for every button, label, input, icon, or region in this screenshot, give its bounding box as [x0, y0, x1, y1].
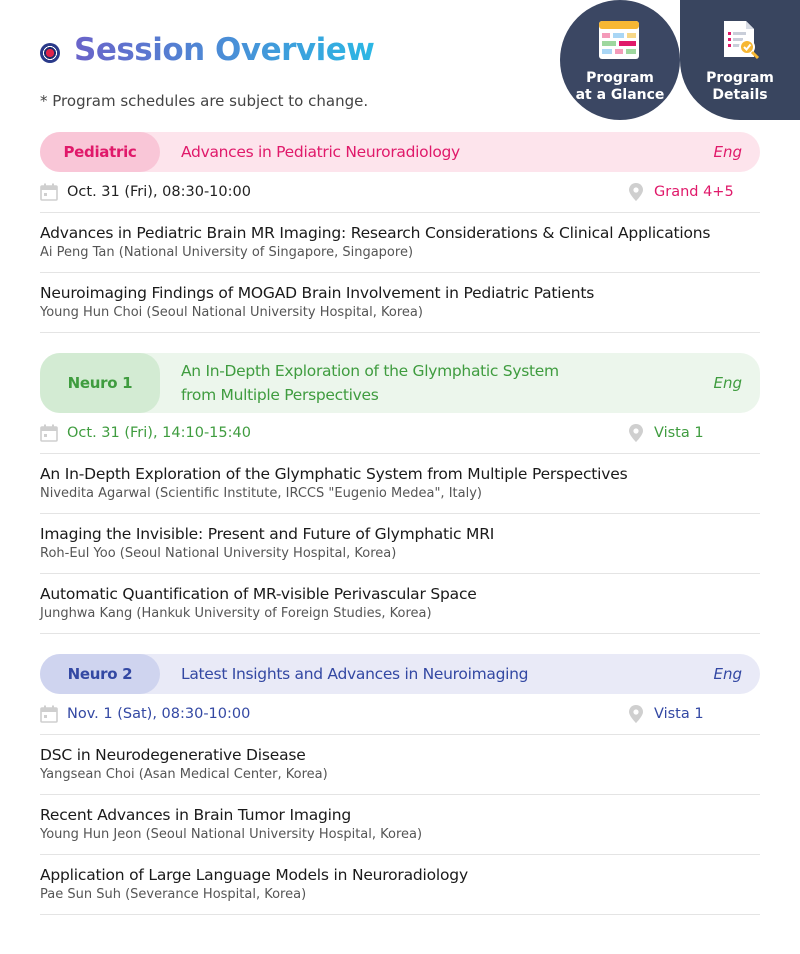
location-pin-icon — [629, 183, 643, 201]
page-title: Session Overview — [74, 32, 375, 68]
session-meta — [40, 172, 760, 213]
glance-label-line2: at a Glance — [575, 87, 665, 103]
program-details-button[interactable] — [680, 0, 800, 120]
session-title: Latest Insights and Advances in Neuroimaging — [181, 665, 529, 683]
talk-speaker: Ai Peng Tan (National University of Singapore, Singapore) — [40, 245, 414, 260]
talk-speaker: Nivedita Agarwal (Scientific Institute, IRCCS "Eugenio Medea", Italy) — [40, 486, 482, 501]
session-header[interactable] — [40, 132, 760, 172]
talk-item — [40, 735, 760, 795]
talk-title: An In-Depth Exploration of the Glymphatic System from Multiple Perspectives — [40, 465, 628, 483]
session-room: Grand 4+5 — [654, 184, 734, 200]
details-label-line1: Program — [706, 70, 774, 86]
session-language: Eng — [713, 374, 742, 392]
location-pin-icon — [629, 424, 643, 442]
society-logo-icon — [40, 43, 60, 63]
session-title: Advances in Pediatric Neuroradiology — [181, 143, 460, 161]
session-list — [40, 132, 760, 935]
session-neuro-1 — [40, 353, 760, 634]
talk-item — [40, 454, 760, 514]
schedule-table-icon — [598, 20, 640, 60]
session-tag: Neuro 1 — [40, 353, 160, 413]
talk-item — [40, 514, 760, 574]
document-search-icon — [719, 20, 761, 60]
talk-item — [40, 273, 760, 333]
glance-label-line1: Program — [586, 70, 654, 86]
talk-title: Recent Advances in Brain Tumor Imaging — [40, 806, 352, 824]
talk-speaker: Junghwa Kang (Hankuk University of Foreign Studies, Korea) — [40, 606, 432, 621]
session-room: Vista 1 — [654, 425, 704, 441]
talk-speaker: Young Hun Jeon (Seoul National University Hospital, Korea) — [40, 827, 423, 842]
session-date: Oct. 31 (Fri), 14:10-15:40 — [67, 425, 251, 441]
calendar-icon — [40, 705, 58, 723]
talk-title: Imaging the Invisible: Present and Future of Glymphatic MRI — [40, 525, 495, 543]
talk-title: Application of Large Language Models in Neuroradiology — [40, 866, 468, 884]
session-date: Oct. 31 (Fri), 08:30-10:00 — [67, 184, 251, 200]
talk-item — [40, 574, 760, 634]
location-pin-icon — [629, 705, 643, 723]
session-language: Eng — [713, 665, 742, 683]
session-language: Eng — [713, 143, 742, 161]
session-meta — [40, 694, 760, 735]
talk-speaker: Pae Sun Suh (Severance Hospital, Korea) — [40, 887, 307, 902]
calendar-icon — [40, 424, 58, 442]
program-at-a-glance-button[interactable] — [560, 0, 680, 120]
talk-title: DSC in Neurodegenerative Disease — [40, 746, 306, 764]
talk-speaker: Roh-Eul Yoo (Seoul National University Hospital, Korea) — [40, 546, 397, 561]
talk-item — [40, 795, 760, 855]
session-header[interactable] — [40, 353, 760, 413]
session-meta — [40, 413, 760, 454]
session-header[interactable] — [40, 654, 760, 694]
talk-speaker: Young Hun Choi (Seoul National University Hospital, Korea) — [40, 305, 423, 320]
session-pediatric — [40, 132, 760, 333]
session-tag: Neuro 2 — [40, 654, 160, 694]
talk-title: Advances in Pediatric Brain MR Imaging: Research Considerations & Clinical Applications — [40, 224, 711, 242]
page-header — [0, 0, 800, 125]
session-room: Vista 1 — [654, 706, 704, 722]
session-tag: Pediatric — [40, 132, 160, 172]
talk-title: Automatic Quantification of MR-visible Perivascular Space — [40, 585, 477, 603]
schedule-notice: * Program schedules are subject to change. — [40, 92, 369, 110]
session-neuro-2 — [40, 654, 760, 915]
session-title: An In-Depth Exploration of the Glymphatic System from Multiple Perspectives — [181, 362, 559, 404]
talk-item — [40, 855, 760, 915]
talk-speaker: Yangsean Choi (Asan Medical Center, Korea) — [40, 767, 328, 782]
details-label-line2: Details — [712, 87, 768, 103]
talk-title: Neuroimaging Findings of MOGAD Brain Involvement in Pediatric Patients — [40, 284, 595, 302]
calendar-icon — [40, 183, 58, 201]
talk-item — [40, 213, 760, 273]
session-date: Nov. 1 (Sat), 08:30-10:00 — [67, 706, 251, 722]
